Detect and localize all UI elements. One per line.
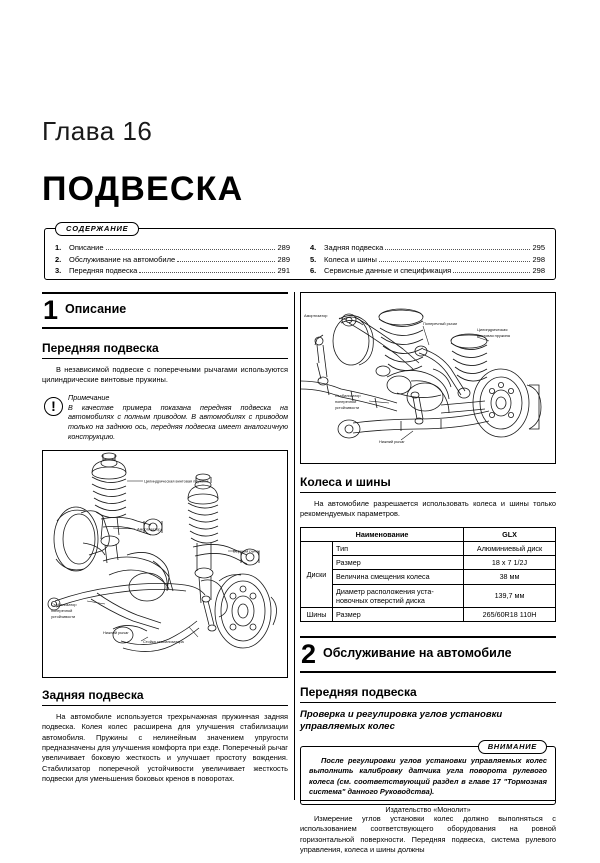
table-row xyxy=(301,542,556,556)
warning-tab-label: ВНИМАНИЕ xyxy=(478,740,547,754)
toc-entry-number: 1. xyxy=(55,243,62,252)
toc-entry-title: Сервисные данные и спецификация xyxy=(324,266,452,276)
column-right xyxy=(300,292,556,863)
table-row xyxy=(301,556,556,570)
table-cell-value: 18 x 7 1/2J xyxy=(464,556,556,570)
note-title: Примечание xyxy=(68,392,110,402)
toc-entry[interactable] xyxy=(55,254,290,266)
toc-leader-dots xyxy=(385,243,530,250)
table-header-name: Наименование xyxy=(301,527,464,541)
subheading-front-suspension-service: Передняя подвеска xyxy=(300,685,556,703)
figure-label: поперечной xyxy=(51,607,73,613)
table-of-contents xyxy=(44,224,556,280)
table-cell-value: 38 мм xyxy=(464,570,556,584)
subheading-alignment-check: Проверка и регулировка углов установки управляемых колес xyxy=(300,709,503,733)
section-title: Обслуживание на автомобиле xyxy=(323,645,512,660)
subheading-wheels-tires: Колеса и шины xyxy=(300,475,556,493)
table-group-tires: Шины xyxy=(301,608,333,622)
table-header-grade: GLX xyxy=(464,527,556,541)
section-number: 1 xyxy=(43,295,59,325)
toc-entry-number: 6. xyxy=(310,266,317,276)
paragraph-alignment-measurement: Измерение углов установки колес должно выполняться с использованием соответствующего оборудования на ровной горизонтальной поверхности. Передняя подвеска, система рулевого управления, колеса и шины должны xyxy=(300,814,556,855)
column-left xyxy=(42,292,288,792)
warning-text: После регулировки углов установки управляемых колес выполнить калибровку датчика угла поворота рулевого колеса (см. соответствующий раздел в главе 17 "Тормозная система" данного Руководства). xyxy=(309,756,547,796)
table-cell-name: Размер xyxy=(333,556,464,570)
figure-label: устойчивости xyxy=(51,613,76,619)
footer-publisher: Издательство «Монолит» xyxy=(300,800,556,814)
paragraph-rear-suspension: На автомобиле используется трехрычажная пружинная задняя подвеска. Колея колес расширена для улучшения стабилизации автомобиля. Пружины с нелинейным значением упругости предназначены для улучшения комфорта при езде. Поперечный рычаг увеличивает боковую жесткость и улучшает простоту вождения. Стабилизатор поперечной устойчивости увеличивает жесткость подвески для уменьшения боковых кренов в поворотах. xyxy=(42,711,288,784)
figure-label: Стабилизатор xyxy=(335,393,361,398)
table-cell-name: Диаметр расположения уста-новочных отверстий диска xyxy=(333,584,464,607)
table-cell-name: Размер xyxy=(333,608,464,622)
figure-label: Нижний рычаг xyxy=(103,629,129,635)
subheading-rear-suspension: Задняя подвеска xyxy=(42,688,288,706)
subheading-front-suspension: Передняя подвеска xyxy=(42,341,288,359)
toc-entry-page: 298 xyxy=(532,266,545,276)
figure-label: Цилиндрическая xyxy=(477,327,508,332)
toc-column-right xyxy=(300,242,555,277)
figure-label: Амортизатор xyxy=(137,526,161,532)
section-number: 2 xyxy=(301,639,317,670)
warning-box xyxy=(300,742,556,805)
toc-entry-number: 3. xyxy=(55,266,62,276)
toc-entry[interactable] xyxy=(55,242,290,254)
paragraph-wheels-tires: На автомобиле разрешается использовать колеса и шины только рекомендуемых параметров. xyxy=(300,499,556,519)
section-title: Описание xyxy=(65,301,127,316)
table-header-row xyxy=(301,527,556,541)
figure-label: Цилиндрическая винтовая пружина xyxy=(144,478,209,484)
paragraph-front-suspension: В независимой подвеске с поперечными рычагами используются цилиндрические винтовые пружины. xyxy=(42,365,288,385)
toc-entry-number: 2. xyxy=(55,254,62,264)
chapter-label: Глава 16 xyxy=(42,116,153,146)
toc-leader-dots xyxy=(379,255,531,262)
toc-tab-label: СОДЕРЖАНИЕ xyxy=(55,222,139,236)
toc-entry[interactable] xyxy=(55,265,290,277)
figure-label: Стойка стабилизатора xyxy=(143,638,184,644)
figure-label: Нижний рычаг xyxy=(379,439,405,444)
toc-entry-page: 295 xyxy=(532,243,545,252)
toc-entry-title: Передняя подвеска xyxy=(69,266,138,276)
toc-leader-dots xyxy=(453,266,530,273)
toc-entry-page: 289 xyxy=(277,243,290,252)
table-cell-value: 139,7 мм xyxy=(464,584,556,607)
section-heading-2 xyxy=(300,636,556,673)
figure-label: устойчивости xyxy=(335,405,360,410)
wheel-spec-table xyxy=(300,527,556,622)
note-block xyxy=(42,393,288,442)
figure-label: поперечной xyxy=(335,399,357,404)
toc-leader-dots xyxy=(106,243,276,250)
table-cell-name: Тип xyxy=(333,542,464,556)
section-heading-1 xyxy=(42,292,288,329)
toc-entry[interactable] xyxy=(310,254,545,266)
figure-label: Стабилизатор xyxy=(51,601,77,607)
page-title: ПОДВЕСКА xyxy=(42,170,244,208)
toc-entry-page: 289 xyxy=(277,254,290,264)
note-text: В качестве примера показана передняя подвеска на автомобилях с полным приводом. В автомобилях с приводом только на заднюю ось, передняя подвеска имеет аналогичную конструкцию. xyxy=(68,402,288,441)
figure-rear-suspension xyxy=(300,292,556,464)
toc-entry-title: Задняя подвеска xyxy=(324,243,384,252)
figure-label: винтовая пружина xyxy=(477,333,510,338)
exclamation-icon: ! xyxy=(44,397,63,416)
toc-entry-number: 5. xyxy=(310,254,317,264)
figure-front-suspension xyxy=(42,450,288,678)
toc-entry-title: Обслуживание на автомобиле xyxy=(69,254,176,264)
toc-entry-page: 298 xyxy=(532,254,545,264)
toc-leader-dots xyxy=(139,266,275,273)
toc-column-left xyxy=(45,242,300,277)
table-cell-name: Величина смещения колеса xyxy=(333,570,464,584)
toc-entry[interactable] xyxy=(310,265,545,277)
toc-entry-page: 291 xyxy=(277,266,290,276)
table-group-discs: Диски xyxy=(301,542,333,608)
table-row xyxy=(301,584,556,607)
column-divider xyxy=(294,292,295,800)
figure-label: Верхний рычаг xyxy=(233,548,260,554)
table-cell-value: Алюминиевый диск xyxy=(464,542,556,556)
table-cell-value: 265/60R18 110H xyxy=(464,608,556,622)
table-row xyxy=(301,608,556,622)
figure-label: Поперечный рычаг xyxy=(423,321,458,326)
toc-entry-title: Колеса и шины xyxy=(324,254,377,264)
table-row xyxy=(301,570,556,584)
toc-entry-number: 4. xyxy=(310,243,317,252)
toc-leader-dots xyxy=(177,255,275,262)
toc-entry-title: Описание xyxy=(69,243,104,252)
toc-entry[interactable] xyxy=(310,242,545,254)
figure-label: Амортизатор xyxy=(304,313,328,318)
